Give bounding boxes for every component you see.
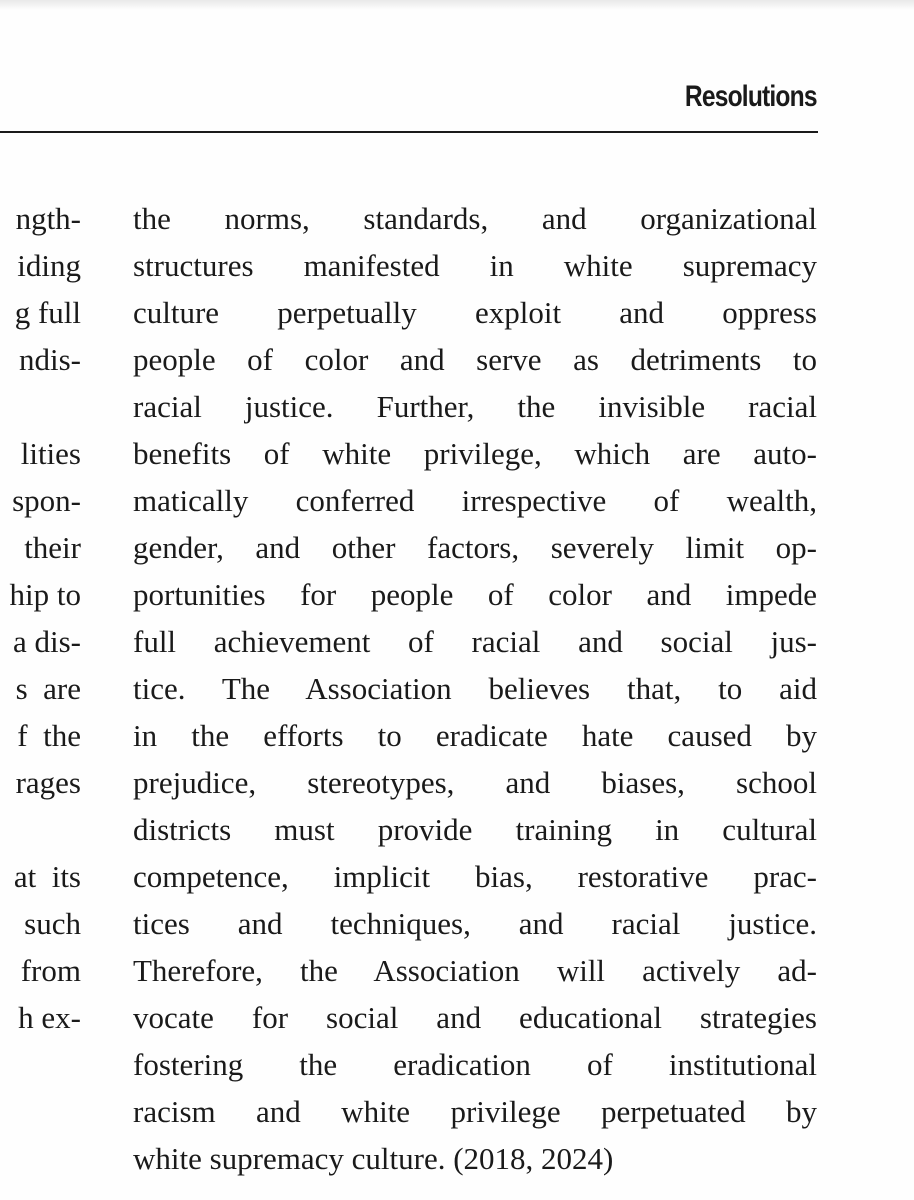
left-line: h ex- xyxy=(18,1000,81,1035)
running-head: Resolutions xyxy=(685,80,817,113)
left-line: from xyxy=(12,953,81,988)
paragraph-line: culture perpetually exploit and oppress xyxy=(133,295,817,330)
left-line: at its xyxy=(13,859,81,894)
left-line: their xyxy=(16,530,81,565)
paragraph-line: people of color and serve as detriments to xyxy=(133,342,817,377)
paragraph-line: Therefore, the Association will actively ad- xyxy=(133,953,817,988)
left-line: ndis- xyxy=(19,342,81,377)
paragraph-line: tices and techniques, and racial justice. xyxy=(133,906,817,941)
paragraph-line: gender, and other factors, severely limit op- xyxy=(133,530,817,565)
left-line: f the xyxy=(17,718,81,753)
left-line: rages xyxy=(15,765,81,800)
paragraph-line: tice. The Association believes that, to aid xyxy=(133,671,817,706)
paragraph-line: matically conferred irrespective of wealth, xyxy=(133,483,817,518)
paragraph-line: vocate for social and educational strategies xyxy=(133,1000,817,1035)
left-line: s are xyxy=(15,671,81,706)
paragraph-line: in the efforts to eradicate hate caused by xyxy=(133,718,817,753)
left-line: iding xyxy=(17,248,81,283)
left-line: hip to xyxy=(9,577,81,612)
left-line: g full xyxy=(14,295,81,330)
left-line: lities xyxy=(20,436,81,471)
left-line: ngth- xyxy=(15,201,81,236)
left-line: such xyxy=(16,906,81,941)
left-line: spon- xyxy=(12,483,81,518)
paragraph-line: white supremacy culture. (2018, 2024) xyxy=(133,1141,614,1176)
paragraph-line: fostering the eradication of institutional xyxy=(133,1047,817,1082)
paragraph-line: competence, implicit bias, restorative prac- xyxy=(133,859,817,894)
resolution-paragraph xyxy=(133,195,817,1182)
paragraph-line: racism and white privilege perpetuated by xyxy=(133,1094,817,1129)
paragraph-line: full achievement of racial and social jus- xyxy=(133,624,817,659)
page-top-shadow xyxy=(0,0,914,10)
paragraph-line: portunities for people of color and impede xyxy=(133,577,817,612)
paragraph-line: racial justice. Further, the invisible racial xyxy=(133,389,817,424)
paragraph-line: districts must provide training in cultural xyxy=(133,812,817,847)
paragraph-line: structures manifested in white supremacy xyxy=(133,248,817,283)
paragraph-line: benefits of white privilege, which are auto- xyxy=(133,436,817,471)
paragraph-line: prejudice, stereotypes, and biases, school xyxy=(133,765,817,800)
header-rule xyxy=(0,131,818,133)
left-line: a dis- xyxy=(12,624,81,659)
paragraph-line: the norms, standards, and organizational xyxy=(133,201,817,236)
